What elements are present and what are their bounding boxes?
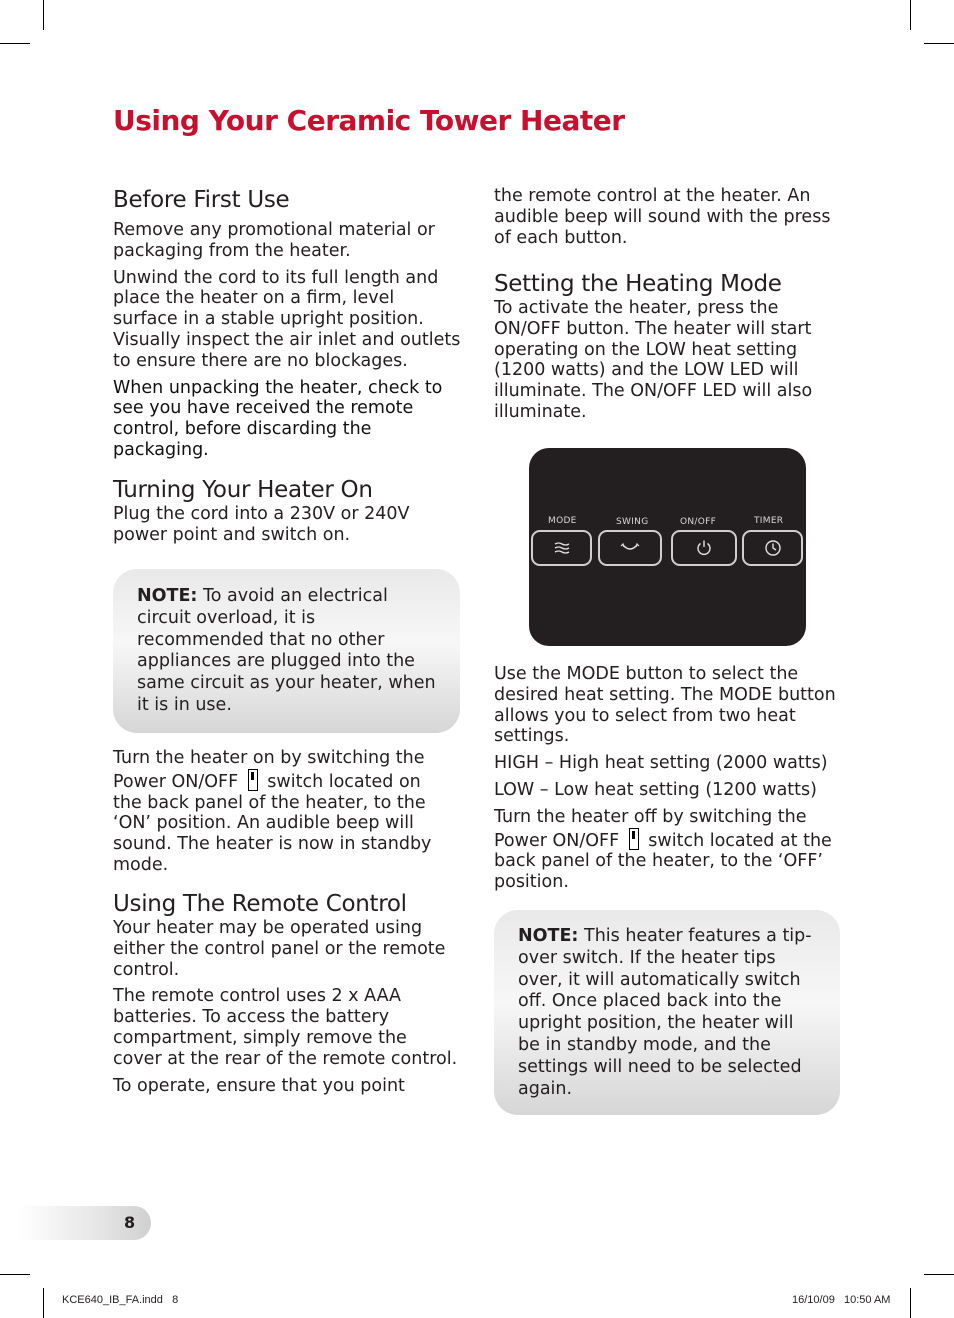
turning-paragraph-1: Plug the cord into a 230V or 240V power point and switch on. bbox=[113, 504, 410, 545]
crop-mark bbox=[910, 0, 911, 30]
before-paragraph-2: Unwind the cord to its full length and place the heater on a firm, level surface in a stable upright position. Visually inspect the air inlet and outlets to ensure there are no blockages. bbox=[113, 267, 461, 371]
remote-paragraph-3: To operate, ensure that you point bbox=[113, 1075, 405, 1096]
crop-mark bbox=[43, 1288, 44, 1318]
heating-mode-heading: Setting the Heating Mode bbox=[494, 271, 782, 297]
slug-timestamp: 16/10/09 10:50 AM bbox=[792, 1294, 891, 1306]
note-text: This heater features a tip-over switch. If the heater tips over, it will automatically switch off. Once placed back into the upright position, the heater will be in standby mode, and the settings will need to be selected again. bbox=[518, 926, 812, 1099]
before-first-use-heading: Before First Use bbox=[113, 187, 290, 213]
mode-button bbox=[531, 530, 592, 566]
low-setting: LOW – Low heat setting (1200 watts) bbox=[494, 779, 817, 800]
remote-paragraph-1: Your heater may be operated using either the control panel or the remote control. bbox=[113, 918, 446, 980]
turn-on-instructions bbox=[113, 748, 443, 882]
turning-on-heading: Turning Your Heater On bbox=[113, 477, 373, 503]
swing-icon bbox=[620, 542, 640, 554]
swing-button bbox=[598, 530, 662, 566]
panel-label-timer: TIMER bbox=[754, 516, 784, 526]
crop-mark bbox=[0, 43, 30, 44]
remote-paragraph-2: The remote control uses 2 x AAA batteries. To access the battery compartment, simply remove the cover at the rear of the remote control. bbox=[113, 986, 458, 1069]
slug-filename: KCE640_IB_FA.indd 8 bbox=[62, 1294, 179, 1306]
power-switch-icon bbox=[629, 828, 639, 850]
crop-mark bbox=[924, 1274, 954, 1275]
note-label: NOTE: bbox=[137, 586, 198, 606]
page-number: 8 bbox=[124, 1213, 136, 1232]
note-label: NOTE: bbox=[518, 926, 579, 946]
turn-on-text-a: Turn the heater on by switching the Power ON/OFF bbox=[113, 748, 425, 792]
power-icon bbox=[695, 539, 713, 557]
note-text: To avoid an electrical circuit overload, it is recommended that no other appliances are plugged into the same circuit as your heater, when it is in use. bbox=[137, 586, 436, 715]
crop-mark bbox=[0, 1274, 30, 1275]
clock-icon bbox=[764, 539, 782, 557]
panel-label-mode: MODE bbox=[548, 516, 577, 526]
note-box-overload bbox=[113, 569, 460, 733]
note-box-tipover bbox=[494, 910, 840, 1115]
panel-label-swing: SWING bbox=[616, 517, 649, 527]
mode-usage-section bbox=[494, 664, 844, 899]
continued-paragraph: the remote control at the heater. An audible beep will sound with the press of each button. bbox=[494, 186, 831, 248]
left-column bbox=[113, 186, 463, 467]
onoff-button bbox=[671, 530, 737, 566]
high-setting: HIGH – High heat setting (2000 watts) bbox=[494, 753, 828, 774]
power-switch-icon bbox=[248, 769, 258, 791]
remote-control-section bbox=[113, 890, 461, 1102]
crop-mark bbox=[43, 0, 44, 30]
turn-on-text-b: switch located on the back panel of the heater, to the ‘ON’ position. An audible beep will sound. The heater is now in standby mode. bbox=[113, 771, 432, 875]
turn-off-text-a: Turn the heater off by switching the Power ON/OFF bbox=[494, 806, 807, 851]
turning-on-section bbox=[113, 476, 463, 552]
remote-control-heading: Using The Remote Control bbox=[113, 891, 407, 917]
page-title: Using Your Ceramic Tower Heater bbox=[113, 104, 625, 137]
turn-off-paragraph bbox=[494, 807, 844, 893]
timer-button bbox=[742, 530, 803, 566]
turn-off-text-b: switch located at the back panel of the heater, to the ‘OFF’ position. bbox=[494, 830, 832, 893]
before-paragraph-1: Remove any promotional material or packaging from the heater. bbox=[113, 220, 435, 261]
heating-mode-section bbox=[494, 270, 824, 429]
before-paragraph-3: When unpacking the heater, check to see you have received the remote control, before discarding the packaging. bbox=[113, 377, 443, 460]
heating-mode-paragraph-2: Use the MODE button to select the desired heat setting. The MODE button allows you to select from two heat settings. bbox=[494, 664, 836, 747]
turn-on-paragraph bbox=[113, 748, 443, 876]
right-column bbox=[494, 186, 842, 254]
panel-label-onoff: ON/OFF bbox=[680, 517, 717, 527]
crop-mark bbox=[910, 1288, 911, 1318]
crop-mark bbox=[924, 43, 954, 44]
heating-mode-paragraph-1: To activate the heater, press the ON/OFF button. The heater will start operating on the LOW heat setting (1200 watts) and the LOW LED will illuminate. The ON/OFF LED will also illuminate. bbox=[494, 298, 813, 422]
heat-waves-icon bbox=[553, 541, 571, 555]
